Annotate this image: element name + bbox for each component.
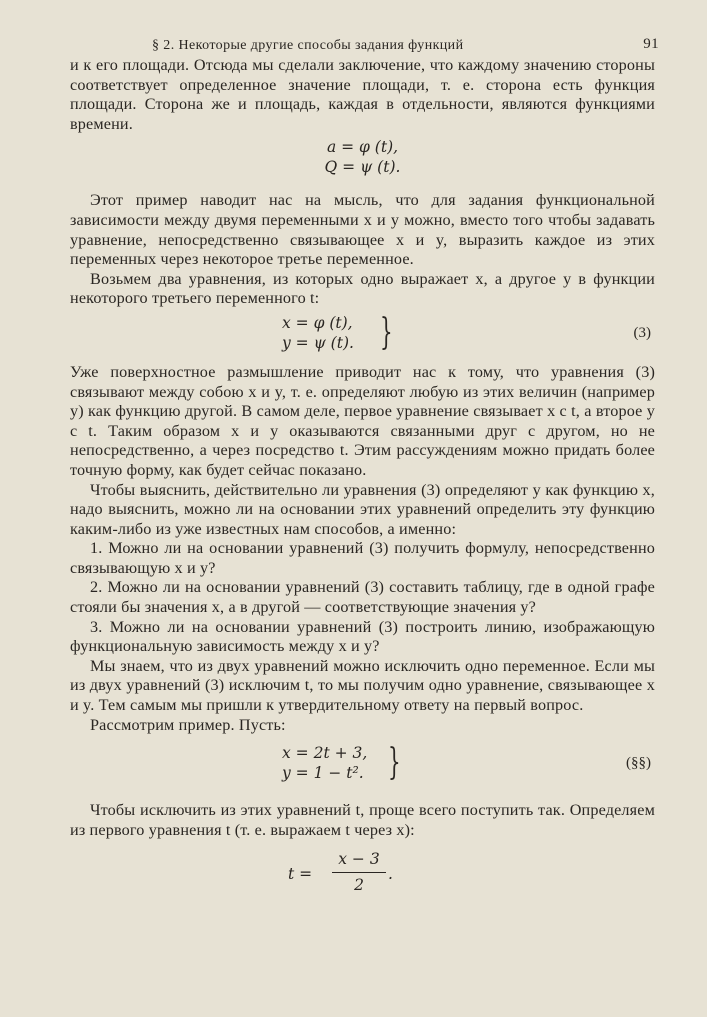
- equation-a: a = φ (t),: [326, 138, 399, 157]
- question-1: 1. Можно ли на основании уравнений (3) получить формулу, непосредственно связывающую x и y?: [70, 539, 655, 577]
- equation-t-fraction: [70, 848, 655, 900]
- page-number: 91: [643, 36, 659, 52]
- equation-label-3: (3): [633, 324, 651, 341]
- equation-q: Q = ψ (t).: [324, 158, 401, 177]
- page-header: [70, 30, 659, 56]
- paragraph-2: Этот пример наводит нас на мысль, что для задания функциональной зависимости между двумя переменными x и y можно, вместо того чтобы задавать уравнение, непосредственно связывающее x и y, выразить каждое из этих переменных через некоторое третье переменное.: [70, 191, 655, 269]
- fraction-lhs: t =: [288, 865, 313, 884]
- paragraph-3: Возьмем два уравнения, из которых одно выражает x, а другое y в функции некоторого третьего переменного t:: [70, 269, 655, 308]
- paragraph-4: Уже поверхностное размышление приводит нас к тому, что уравнения (3) связывают между собою x и y, т. е. определяют любую из этих величин (например y) как функцию другой. В самом деле, первое уравнение связывает x с t, а второе y с t. Таким образом x и y оказываются связанными друг с другом, но не непосредственно, а через посредство t. Этим рассуждениям можно придать более точную форму, как будет сейчас показано.: [70, 362, 655, 479]
- paragraph-6: Мы знаем, что из двух уравнений можно исключить одно переменное. Если мы из двух уравнений (3) исключим t, то мы получим одно уравнение, связывающее x и y. Тем самым мы пришли к утвердительному ответу на первый вопрос.: [70, 656, 655, 715]
- paragraph-7: Рассмотрим пример. Пусть:: [90, 715, 286, 734]
- paragraph-1: и к его площади. Отсюда мы сделали заключение, что каждому значению стороны соответствует определенное значение площади, т. е. сторона есть функция площади. Сторона же и площадь, каждая в отдельности, являются функциями времени.: [70, 56, 655, 133]
- equation-system-3: [70, 313, 655, 357]
- paragraph-8: Чтобы исключить из этих уравнений t, проще всего поступить так. Определяем из первого уравнения t (т. е. выражаем t через x):: [70, 801, 655, 839]
- fraction-bar: [332, 872, 386, 873]
- equation-label-example: (§§): [626, 755, 651, 772]
- equation-system-example: [70, 743, 655, 787]
- running-title: § 2. Некоторые другие способы задания функций: [152, 38, 464, 53]
- fraction-end: .: [388, 865, 393, 884]
- system-example-line-1: x = 2t + 3,: [282, 744, 368, 763]
- system-3-line-2: y = ψ (t).: [282, 333, 354, 352]
- system-example-line-2: y = 1 − t².: [282, 764, 364, 783]
- question-2: 2. Можно ли на основании уравнений (3) составить таблицу, где в одной графе стояли бы значения x, а в другой — соответствующие значения y?: [70, 578, 655, 617]
- right-brace-icon: }: [388, 742, 401, 784]
- question-3: 3. Можно ли на основании уравнений (3) построить линию, изображающую функциональную зависимость между x и y?: [70, 617, 655, 656]
- paragraph-5: Чтобы выяснить, действительно ли уравнения (3) определяют y как функцию x, надо выяснить, можно ли на основании этих уравнений определить эту функцию каким-либо из уже известных нам способов, а именно:: [70, 480, 655, 538]
- fraction-numerator: x − 3: [338, 850, 380, 869]
- fraction-denominator: 2: [354, 876, 364, 895]
- right-brace-icon: }: [380, 311, 393, 353]
- system-3-line-1: x = φ (t),: [282, 313, 353, 332]
